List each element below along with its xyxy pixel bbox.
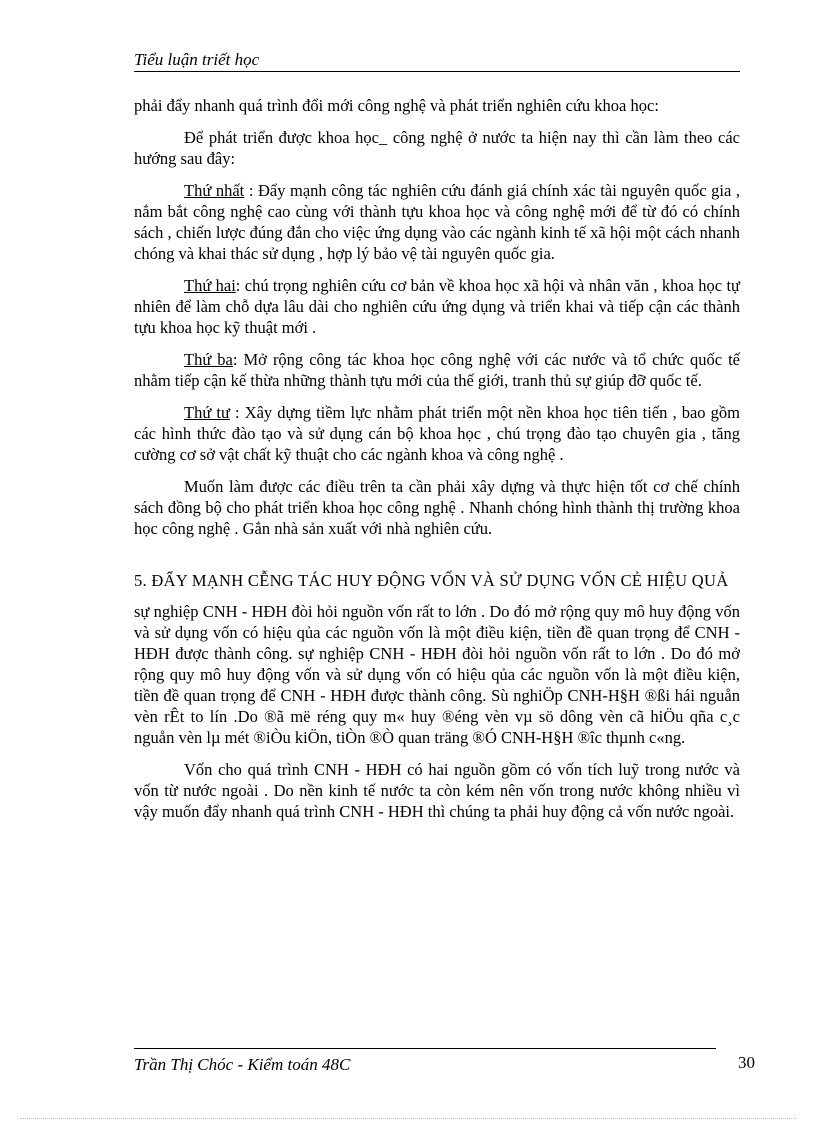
- paragraph-2: Để phát triển được khoa học_ công nghệ ở nước ta hiện nay thì cần làm theo các hướng sau đây:: [134, 128, 740, 168]
- label-fourth: Thứ tư: [184, 403, 230, 422]
- paragraph-first: [134, 180, 740, 264]
- text-third: : Mở rộng công tác khoa học công nghệ với các nước và tổ chức quốc tế nhằm tiếp cận kế thừa những thành tựu mới của thế giới, tranh thủ sự giúp đỡ quốc tế.: [134, 350, 740, 390]
- label-second: Thứ hai: [184, 276, 236, 295]
- paragraph-third: [134, 349, 740, 391]
- paragraph-8: sự nghiệp CNH - HĐH đòi hỏi nguồn vốn rất to lớn . Do đó mở rộng quy mô huy động vốn và sử dụng vốn có hiệu qủa các nguồn vốn là một điều kiện, tiền đề quan trọng để CNH - HĐH được thành công. sự nghiệp CNH - HĐH đòi hỏi nguồn vốn rất to lớn . Do đó mở rộng quy mô huy động vốn và sử dụng vốn có hiệu qủa các nguồn vốn là một điều kiện, tiền đề quan trọng để CNH - HĐH được thành công. Sù nghiÖp CNH-H§H ®ßi hái nguån vèn rÊt to lín .Do ®ã më réng quy m« huy ®éng vèn vµ sö dông vèn cã hiÖu qña c¸c nguån vèn lµ mét ®iÒu kiÖn, tiÒn ®Ò quan träng ®Ó CNH-H§H ®îc thµnh c«ng.: [134, 602, 740, 747]
- section-heading: 5. ĐẨY MẠNH CỄNG TÁC HUY ĐỘNG VỐN VÀ SỬ DỤNG VỐN CẺ HIỆU QUẢ: [134, 571, 729, 590]
- label-first: Thứ nhất: [184, 181, 245, 200]
- label-third: Thứ ba: [184, 350, 233, 369]
- paragraph-9: Vốn cho quá trình CNH - HĐH có hai nguồn gồm có vốn tích luỹ trong nước và vốn từ nước ngoài . Do nền kinh tế nước ta còn kém nên vốn trong nước không nhiều vì vậy muốn đẩy nhanh quá trình CNH - HĐH thì chúng ta phải huy động cả vốn nước ngoài.: [134, 760, 740, 821]
- paragraph-1: phải đẩy nhanh quá trình đổi mới công nghệ và phát triển nghiên cứu khoa học:: [134, 96, 659, 115]
- document-body: [134, 95, 740, 833]
- footer-divider: [134, 1048, 716, 1049]
- footer-author: Trần Thị Chóc - Kiểm toán 48C: [134, 1055, 351, 1074]
- paragraph-7: Muốn làm được các điều trên ta cần phải xây dựng và thực hiện tốt cơ chế chính sách đồng bộ cho phát triển khoa học công nghệ . Nhanh chóng hình thành thị trường khoa học công nghệ . Gắn nhà sản xuất với nhà nghiên cứu.: [134, 477, 740, 538]
- paragraph-second: [134, 275, 740, 338]
- text-first: : Đẩy mạnh công tác nghiên cứu đánh giá chính xác tài nguyên quốc gia , nắm bắt công nghệ cao cùng với thành tựu khoa học và công nghệ mới để từ đó có chính sách , chiến lược đúng đắn cho việc ứng dụng vào các ngành kinh tế xã hội một cách nhanh chóng và khai thác sử dụng , hợp lý bảo vệ tài nguyên quốc gia.: [134, 181, 740, 263]
- paragraph-fourth: [134, 402, 740, 465]
- page-bottom-dotted-line: [20, 1118, 796, 1119]
- page-header-title: Tiểu luận triết học: [134, 50, 260, 69]
- header-divider: [134, 71, 740, 72]
- page-number: 30: [738, 1053, 755, 1072]
- text-fourth: : Xây dựng tiềm lực nhằm phát triển một nền khoa học tiên tiến , bao gồm các hình thức đào tạo và sử dụng cán bộ khoa học , chú trọng đào tạo chuyên gia , tăng cường cơ sở vật chất kỹ thuật cho các ngành khoa và công nghệ .: [134, 403, 740, 464]
- text-second: : chú trọng nghiên cứu cơ bản về khoa học xã hội và nhân văn , khoa học tự nhiên để làm chỗ dựa lâu dài cho nghiên cứu ứng dụng và triển khai và tiếp cận các thành tựu khoa học kỹ thuật mới .: [134, 276, 740, 337]
